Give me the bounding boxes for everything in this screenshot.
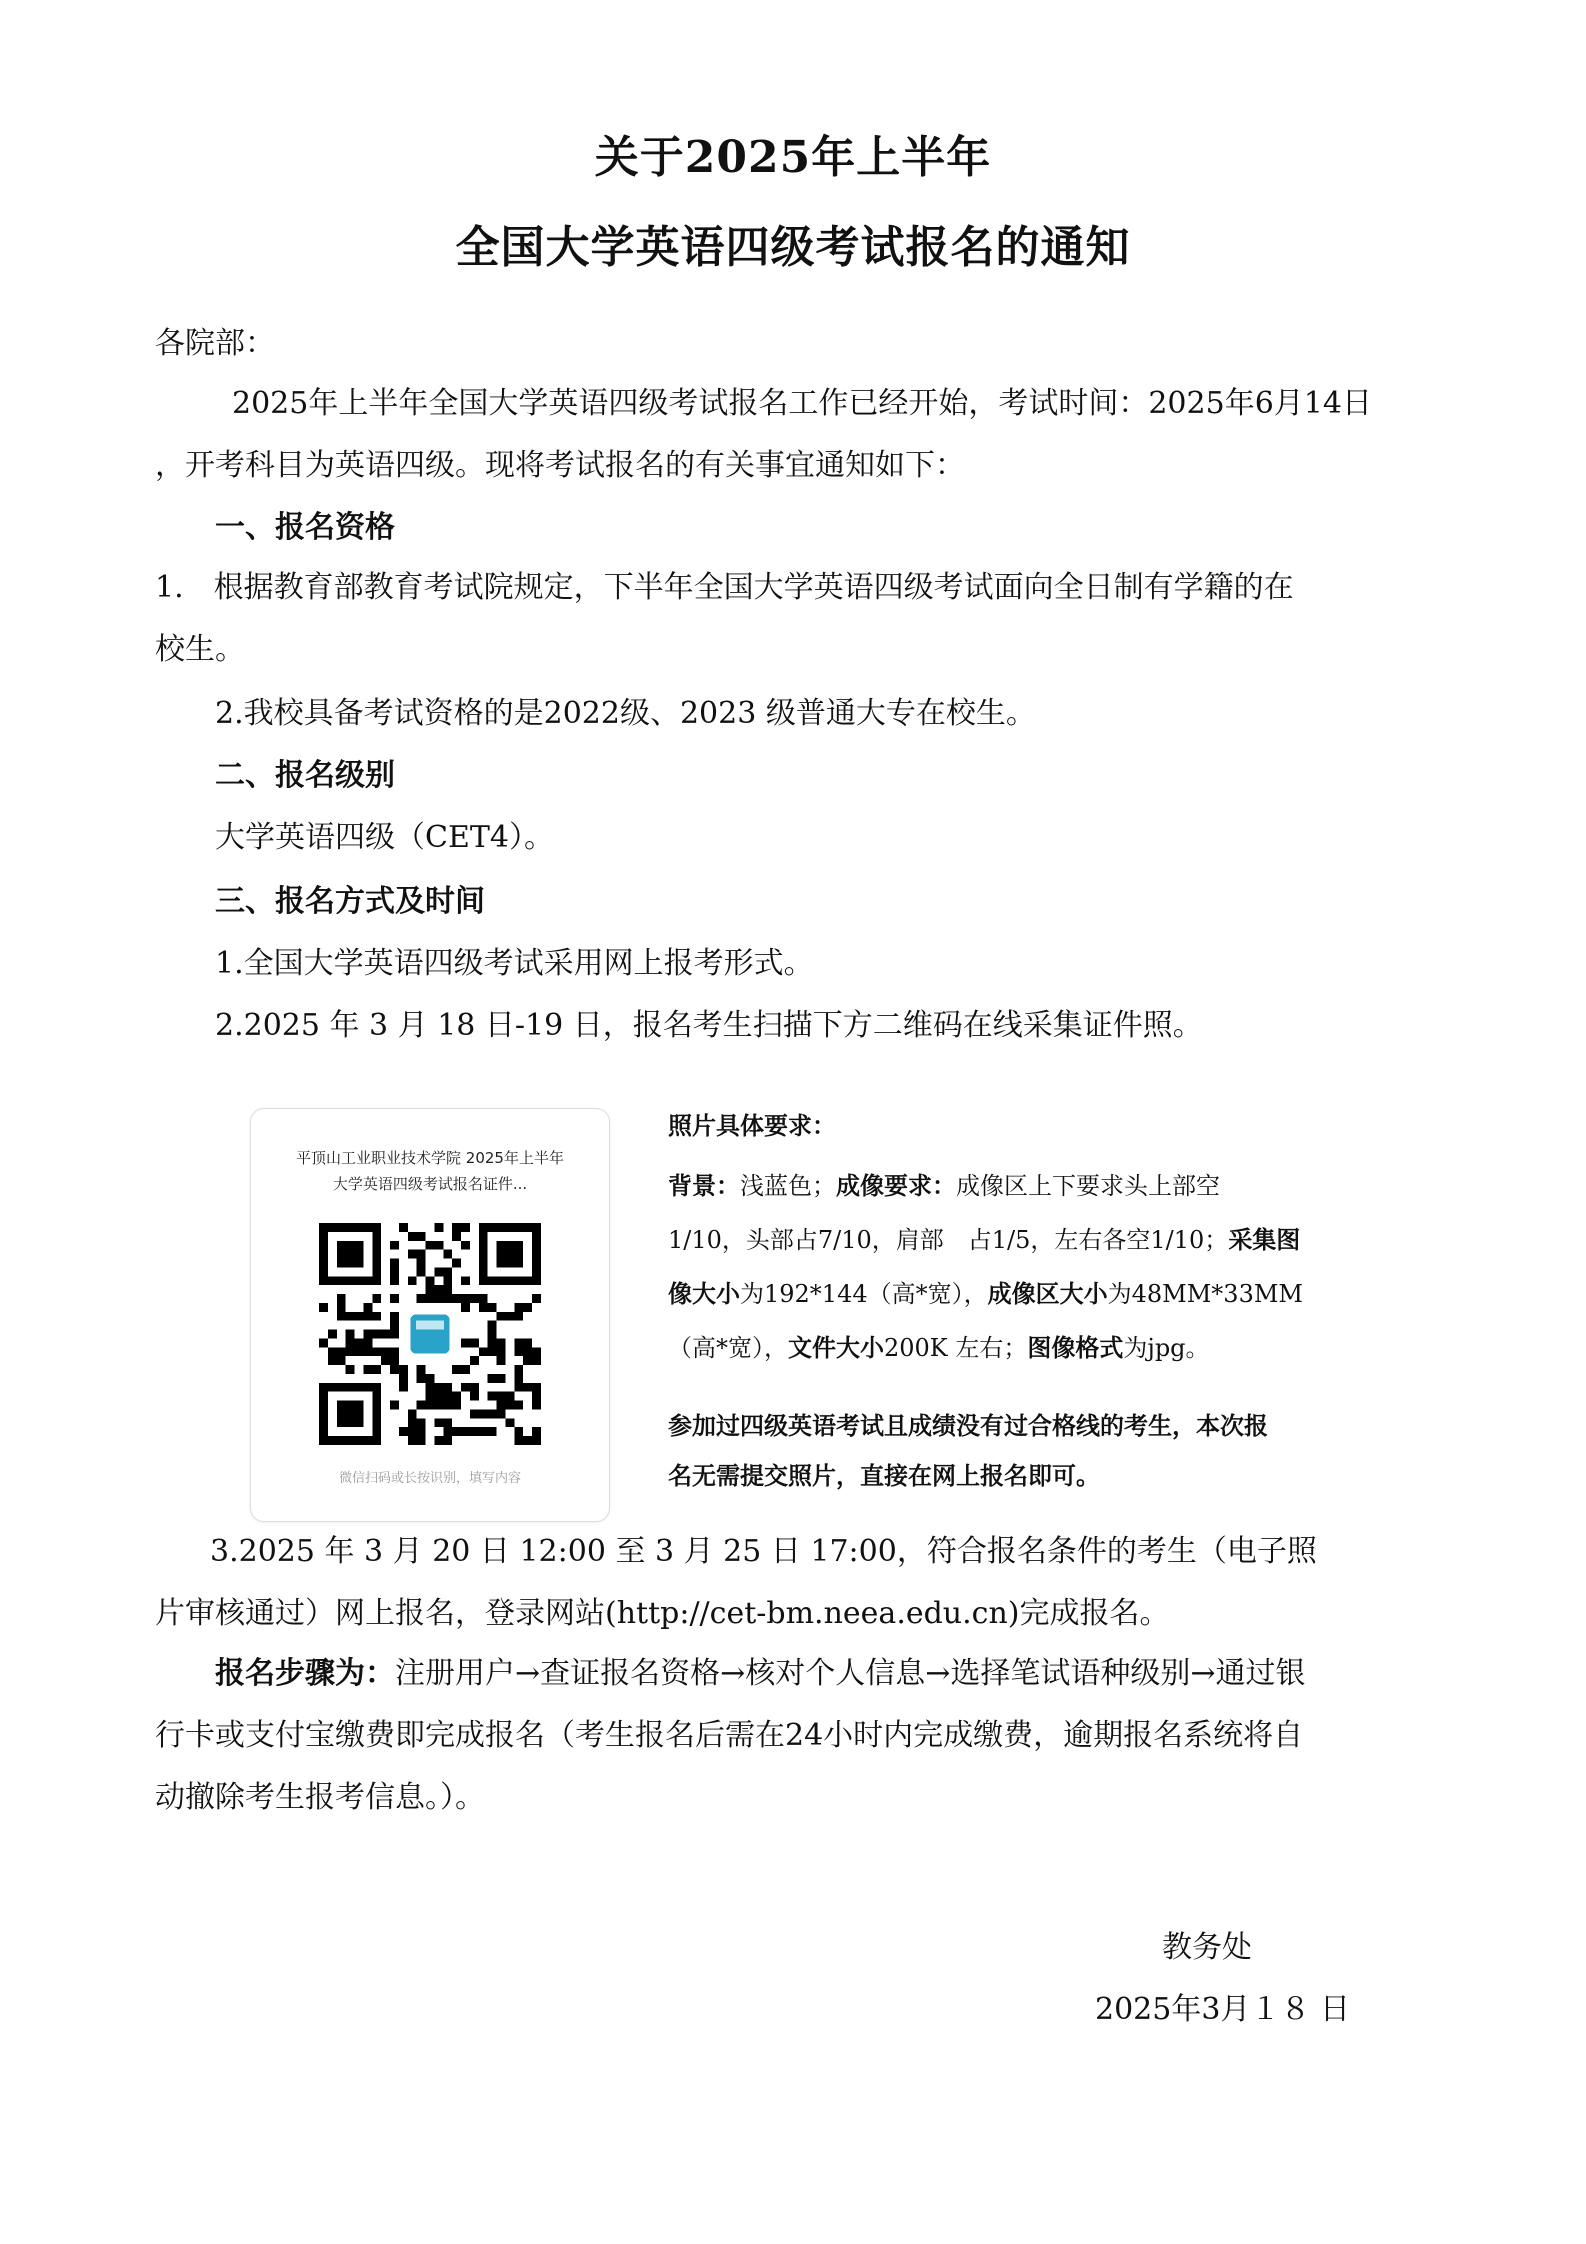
imaging-value: 成像区上下要求头上部空 <box>956 1172 1220 1200</box>
section3-heading: 三、报名方式及时间 <box>215 884 485 919</box>
steps-line-1 <box>215 1652 1306 1696</box>
capture-label-a: 采集图 <box>1228 1225 1301 1254</box>
qr-code-icon[interactable] <box>319 1223 541 1445</box>
qr-card-title-line-1: 平顶山工业职业技术学院 2025年上半年 <box>296 1149 564 1167</box>
bg-value: 浅蓝色； <box>740 1172 836 1200</box>
ratio-text: 1/10，头部占7/10，肩部 占1/5，左右各空1/10； <box>668 1226 1229 1254</box>
section1-item2: 2.我校具备考试资格的是2022级、2023 级普通大专在校生。 <box>215 696 1036 731</box>
steps-label: 报名步骤为： <box>215 1656 395 1691</box>
steps-line-3: 动撤除考生报考信息。）。 <box>155 1780 485 1815</box>
photo-req-line-3 <box>668 1222 1300 1258</box>
photo-req-note-line-2: 名无需提交照片，直接在网上报名即可。 <box>668 1461 1100 1490</box>
signature-date: 2025年3月１８ 日 <box>1095 1992 1350 2027</box>
area-unit: （高*宽）， <box>668 1334 788 1362</box>
section3-item2: 2.2025 年 3 月 18 日-19 日，报名考生扫描下方二维码在线采集证件照。 <box>215 1008 1203 1043</box>
title-line-2: 全国大学英语四级考试报名的通知 <box>455 222 1131 273</box>
qr-code-card[interactable] <box>250 1108 610 1522</box>
qr-card-title <box>251 1145 609 1197</box>
qr-card-hint: 微信扫码或长按识别，填写内容 <box>338 1471 521 1486</box>
photo-req-note-line-1: 参加过四级英语考试且成绩没有过合格线的考生，本次报 <box>668 1411 1268 1440</box>
photo-req-line-2 <box>668 1168 1220 1204</box>
imaging-area-label: 成像区大小 <box>987 1279 1108 1308</box>
photo-req-line-5 <box>668 1330 1210 1366</box>
section1-item1-line2: 校生。 <box>155 632 245 667</box>
intro-line-1: 2025年上半年全国大学英语四级考试报名工作已经开始，考试时间：2025年6月14日 <box>232 386 1372 421</box>
imaging-area-size: 为48MM*33MM <box>1107 1280 1303 1308</box>
steps-line-2: 行卡或支付宝缴费即完成报名（考生报名后需在24小时内完成缴费，逾期报名系统将自 <box>155 1718 1304 1753</box>
capture-size: 为192*144（高*宽）， <box>740 1280 988 1308</box>
title-line-1: 关于2025年上半年 <box>594 132 992 183</box>
steps-text-1: 注册用户→查证报名资格→核对个人信息→选择笔试语种级别→通过银 <box>395 1656 1306 1691</box>
salutation: 各院部： <box>155 326 275 361</box>
intro-line-2: ，开考科目为英语四级。现将考试报名的有关事宜通知如下： <box>155 448 965 483</box>
section3-item3-line1: 3.2025 年 3 月 20 日 12:00 至 3 月 25 日 17:00，符合报名条件的考生（电子照 <box>210 1534 1317 1569</box>
section2-text: 大学英语四级（CET4）。 <box>215 820 554 855</box>
imaging-label: 成像要求： <box>836 1171 956 1200</box>
signature-dept: 教务处 <box>1162 1930 1252 1965</box>
section3-item3-line2: 片审核通过）网上报名，登录网站(http://cet-bm.neea.edu.cn)完成报名。 <box>155 1596 1170 1631</box>
format-label: 图像格式 <box>1027 1333 1124 1362</box>
section1-heading: 一、报名资格 <box>215 510 395 545</box>
photo-req-line-4 <box>668 1276 1303 1312</box>
capture-label-b: 像大小 <box>668 1279 740 1308</box>
qr-card-title-line-2: 大学英语四级考试报名证件... <box>332 1175 528 1193</box>
file-size-label: 文件大小 <box>788 1333 884 1362</box>
bg-label: 背景： <box>668 1171 740 1200</box>
section2-heading: 二、报名级别 <box>215 758 395 793</box>
photo-req-heading: 照片具体要求： <box>668 1111 836 1140</box>
format-value: 为jpg。 <box>1123 1334 1210 1362</box>
section1-item1-line1: 1. 根据教育部教育考试院规定，下半年全国大学英语四级考试面向全日制有学籍的在 <box>155 570 1294 605</box>
section3-item1: 1.全国大学英语四级考试采用网上报考形式。 <box>215 946 814 981</box>
file-size-value: 200K 左右； <box>884 1334 1028 1362</box>
